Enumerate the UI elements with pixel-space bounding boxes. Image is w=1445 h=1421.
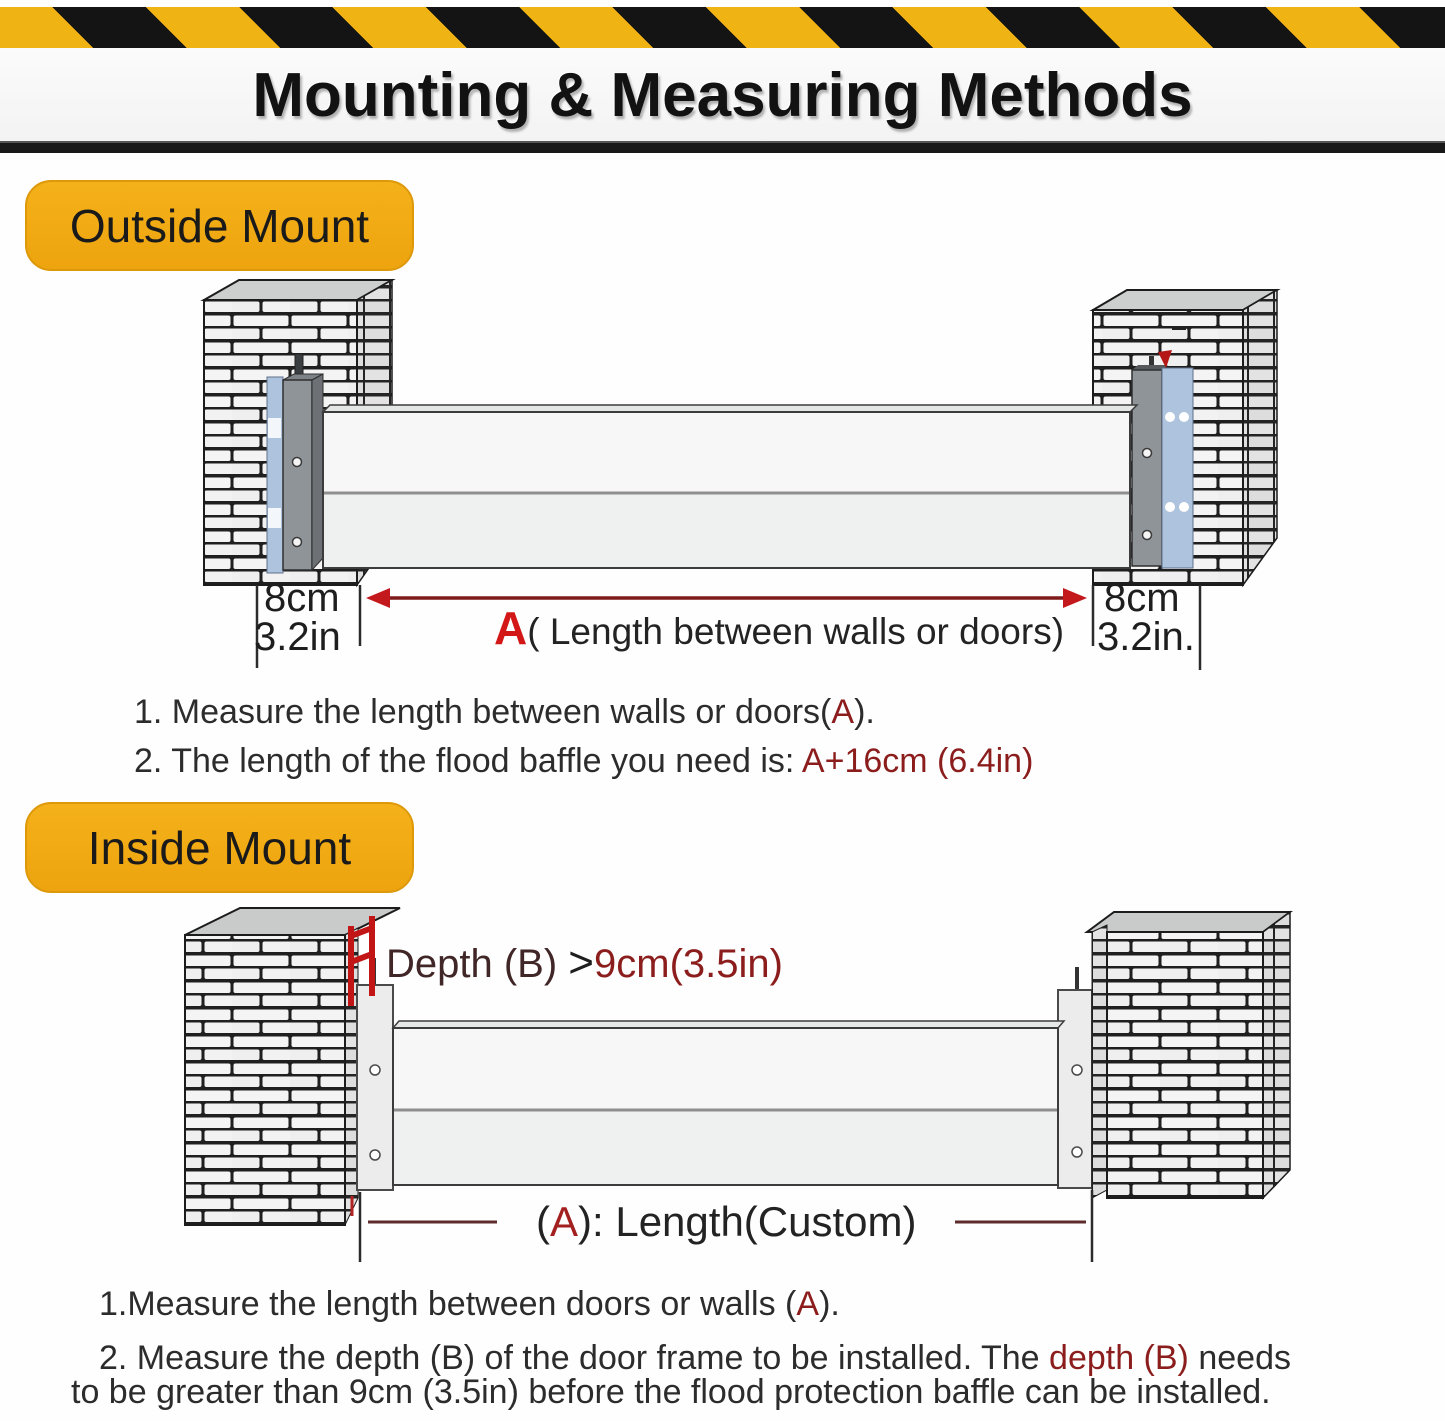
- length-label: (A): Length(Custom): [536, 1198, 917, 1245]
- outside-step-2: 2. The length of the flood baffle you need is: A+16cm (6.4in): [134, 742, 1034, 780]
- inside-mount-badge: [25, 802, 414, 893]
- page-title: Mounting & Measuring Methods: [252, 61, 1193, 130]
- inside-left-channel: [352, 958, 393, 1216]
- inside-step-1: 1.Measure the length between doors or walls (A).: [99, 1285, 840, 1323]
- outside-step-1: 1. Measure the length between walls or doors(A).: [134, 693, 875, 731]
- inside-right-pillar: [1087, 912, 1290, 1198]
- hazard-stripe-banner: [0, 7, 1445, 48]
- inside-step-2-line1: 2. Measure the depth (B) of the door frame to be installed. The depth (B) needs: [99, 1339, 1291, 1377]
- outside-mount-badge: [25, 180, 414, 271]
- span-label-A: A: [494, 602, 528, 654]
- title-underline-bar: [0, 141, 1445, 153]
- inside-right-channel: [1058, 967, 1092, 1188]
- inside-mount-badge-label: Inside Mount: [87, 821, 352, 874]
- depth-label: Depth (B) >9cm(3.5in): [386, 938, 783, 987]
- inside-flood-barrier: [393, 1021, 1064, 1185]
- outside-right-dim-in: 3.2in.: [1097, 615, 1195, 659]
- outside-flood-barrier: [323, 405, 1137, 568]
- outside-left-dim-cm: 8cm: [264, 576, 340, 620]
- outside-left-seal-strip: [267, 377, 283, 573]
- span-label-text: ( Length between walls or doors): [527, 611, 1065, 652]
- outside-mount-badge-label: Outside Mount: [69, 199, 370, 252]
- outside-span-label: [494, 601, 1064, 655]
- outside-left-dim-in: 3.2in: [254, 615, 341, 659]
- inside-step-2-line2: to be greater than 9cm (3.5in) before the flood protection baffle can be installed.: [71, 1373, 1271, 1411]
- outside-left-bracket: [283, 354, 323, 570]
- outside-right-seal-strip: [1158, 350, 1193, 568]
- outside-right-dim-cm: 8cm: [1104, 576, 1180, 620]
